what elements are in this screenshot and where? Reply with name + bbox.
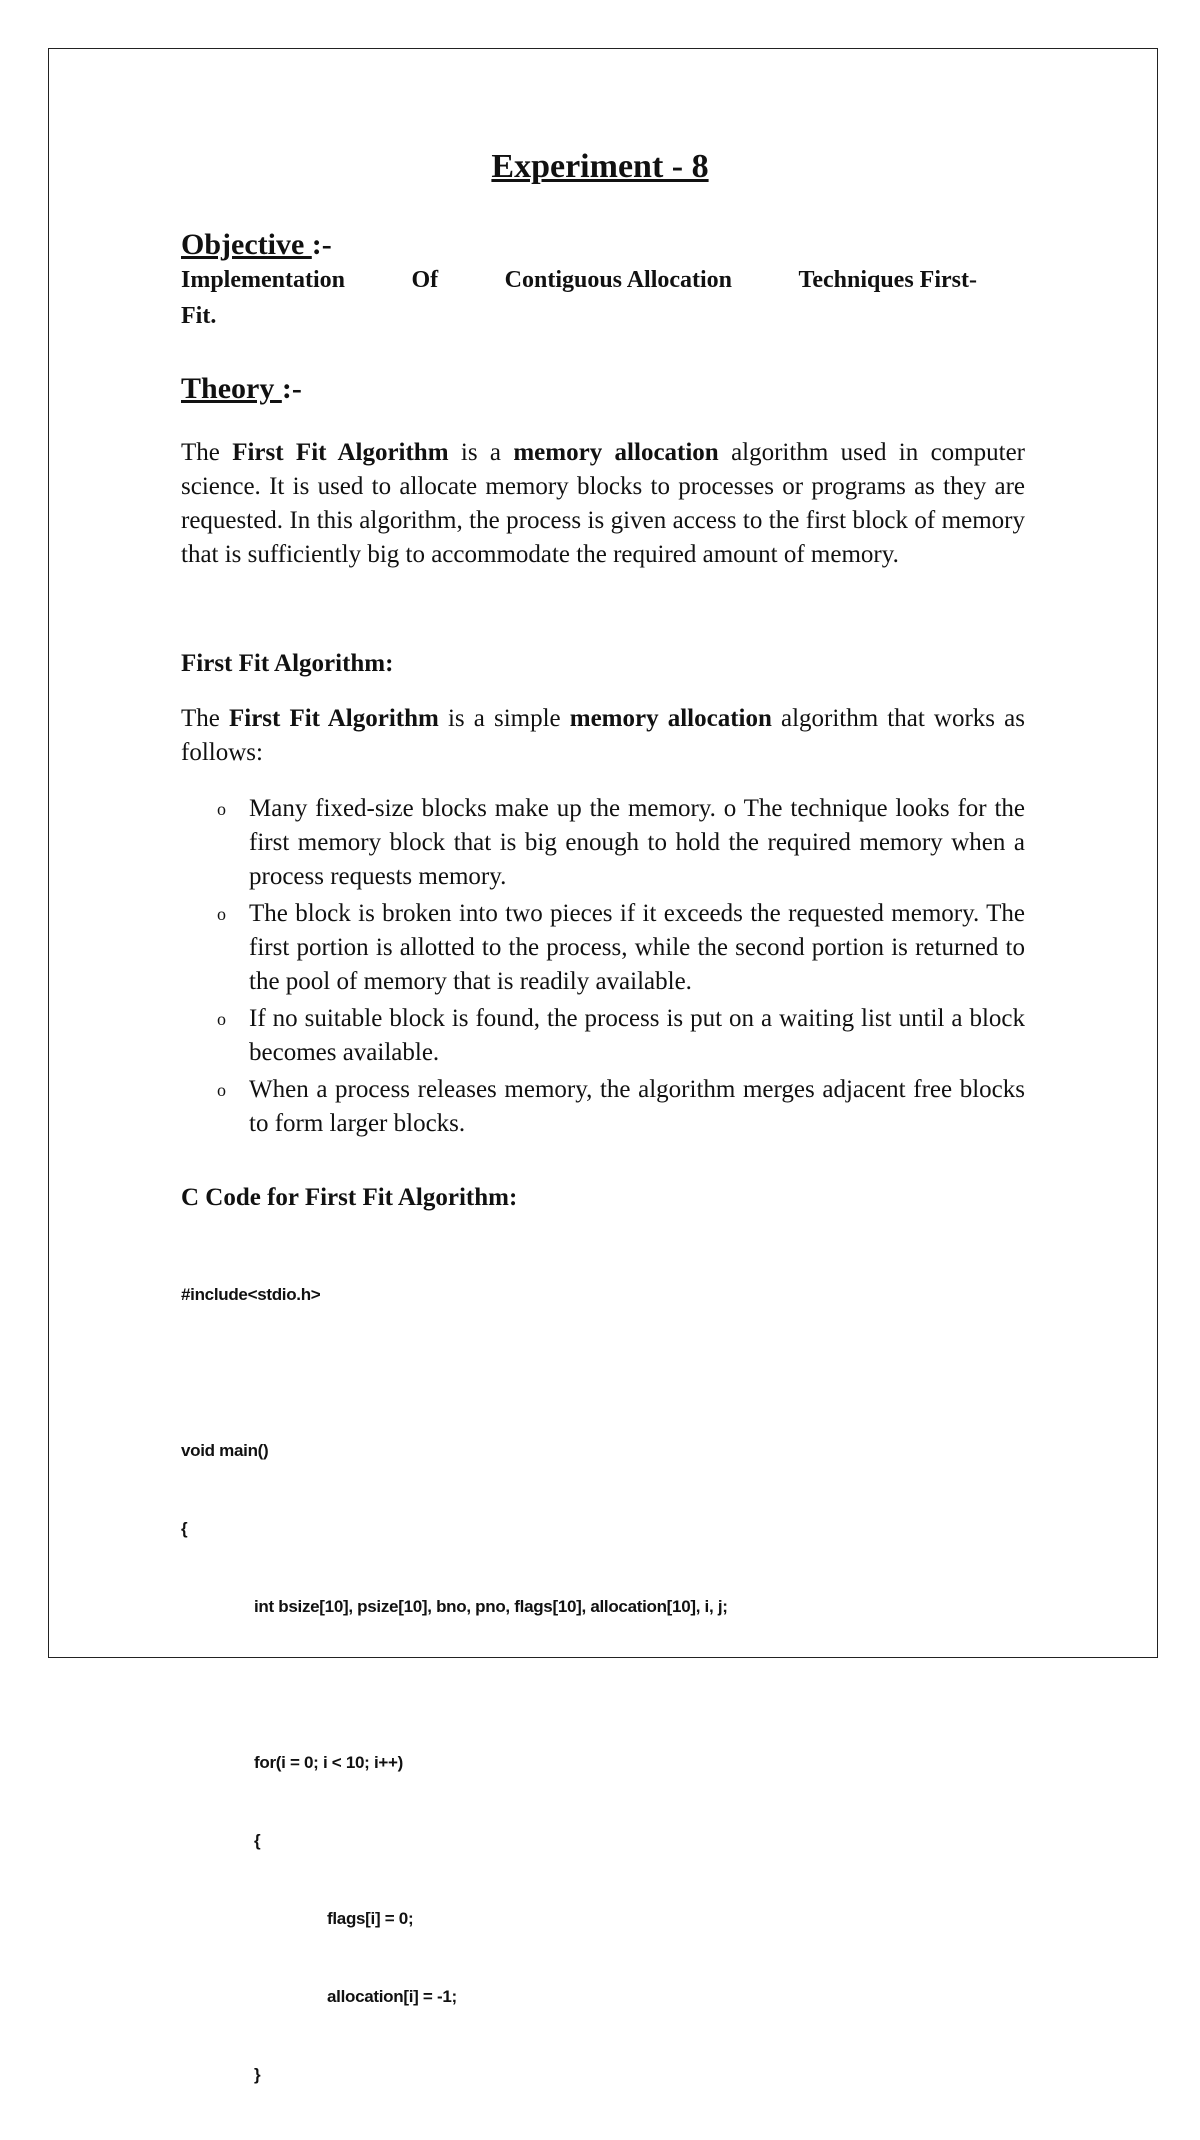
code-line [181,1672,1025,1698]
theory-heading: Theory :- [181,372,302,405]
code-line: { [254,1831,261,1850]
objective-heading: Objective :- [181,228,332,261]
code-line: { [181,1519,188,1538]
bullet-marker: o [217,799,226,819]
code-line: int bsize[10], psize[10], bno, pno, flags[10], allocation[10], i, j; [254,1597,728,1616]
theory-section [181,372,1025,572]
page-title: Experiment - 8 [491,148,709,185]
code-heading: C Code for First Fit Algorithm: [181,1184,518,1211]
code-line [181,1360,1025,1386]
objective-section [181,228,1025,334]
first-fit-steps-list [181,792,1025,1141]
theory-paragraph: The First Fit Algorithm is a memory allocation algorithm used in computer science. It is used to allocate memory blocks to processes or programs as they are requested. In this algorithm, the process is given access to the first block of memory that is sufficiently big to accommodate the required amount of memory. [181,439,1025,568]
objective-word: Implementation [181,267,345,293]
code-line: } [254,2065,261,2084]
objective-word: Contiguous Allocation [504,267,733,293]
bullet-marker: o [217,1080,226,1100]
first-fit-paragraph: The First Fit Algorithm is a simple memory allocation algorithm that works as follows: [181,705,1025,766]
code-line: flags[i] = 0; [327,1909,414,1928]
list-item: o When a process releases memory, the algorithm merges adjacent free blocks to form larger blocks. [181,1073,1025,1141]
objective-text [181,262,1025,334]
code-line: #include<stdio.h> [181,1285,321,1304]
objective-word: Of [411,267,439,293]
list-item: o Many fixed-size blocks make up the memory. o The technique looks for the first memory block that is big enough to hold the required memory when a process requests memory. [181,792,1025,894]
bullet-marker: o [217,904,226,924]
objective-line-2: Fit. [181,303,217,329]
objective-word: Techniques First- [798,267,977,293]
first-fit-heading: First Fit Algorithm: [181,650,394,677]
code-line: allocation[i] = -1; [327,1987,457,2006]
code-block [181,1230,1025,2140]
code-section [181,1184,1025,2140]
list-item: o If no suitable block is found, the process is put on a waiting list until a block becomes available. [181,1002,1025,1070]
list-item: o The block is broken into two pieces if it exceeds the requested memory. The first portion is allotted to the process, while the second portion is returned to the pool of memory that is readily available. [181,897,1025,999]
first-fit-section [181,650,1025,1144]
bullet-marker: o [217,1009,226,1029]
code-line: void main() [181,1441,269,1460]
code-line: for(i = 0; i < 10; i++) [254,1753,403,1772]
